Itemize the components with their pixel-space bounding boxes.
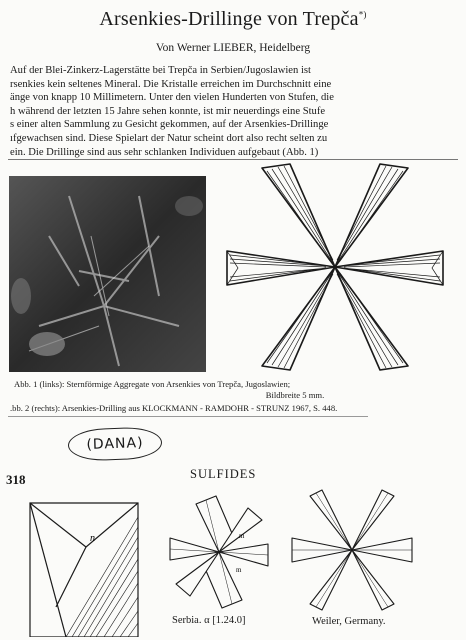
section-divider xyxy=(8,416,368,417)
handwritten-note: (DANA) xyxy=(67,426,162,461)
body-line: ein. Die Drillinge sind aus sehr schlanken Individuen aufgebaut (Abb. 1) xyxy=(10,146,319,158)
label-serbia: Serbia. α [1.24.0] xyxy=(172,615,246,626)
label-weiler: Weiler, Germany. xyxy=(312,616,386,627)
caption-abb1: Abb. 1 (links): Sternförmige Aggregate von Arsenkies von Trepča, Jugoslawien; xyxy=(14,379,291,389)
face-label-m: m xyxy=(236,566,242,574)
caption-abb2: .bb. 2 (rechts): Arsenkies-Drilling aus KLOCKMANN - RAMDOHR - STRUNZ 1967, S. 448. xyxy=(10,403,338,413)
handwritten-note-text: DANA xyxy=(92,435,138,453)
body-line: rsenkies kein seltenes Mineral. Die Kristalle erreichen im Durchschnitt eine xyxy=(10,78,332,90)
caption-abb1-width: Bildbreite 5 mm. xyxy=(265,390,325,400)
crystal-drawing-serbia xyxy=(166,494,272,612)
figure-captions xyxy=(10,379,460,414)
body-line: ıfgewachsen sind. Diese Spielart der Natur scheint dort also recht selten zu xyxy=(10,132,328,144)
crystal-drawing-1 xyxy=(26,497,146,637)
body-line: h während der letzten 15 Jahre sehen konnte, ist mir neuerdings eine Stufe xyxy=(10,105,326,117)
article-title xyxy=(0,8,466,31)
crystal-drawing-weiler xyxy=(290,486,414,614)
article-title-text: Arsenkies-Drillinge von Trepča xyxy=(99,8,359,30)
footnote-mark: *) xyxy=(358,9,367,20)
body-line: änge von knapp 10 Millimetern. Unter den vielen Hunderten von Stufen, die xyxy=(10,92,334,104)
face-label-m: m xyxy=(239,532,245,540)
abb1-photo xyxy=(9,176,206,372)
body-line: Auf der Blei-Zinkerz-Lagerstätte bei Trepča in Serbien/Jugoslawien ist xyxy=(10,65,311,76)
article-body xyxy=(10,64,460,159)
abb2-twin-drawing xyxy=(222,160,448,374)
page-number: 318 xyxy=(6,472,26,487)
face-label-n: n xyxy=(90,533,95,544)
article-author: Von Werner LIEBER, Heidelberg xyxy=(155,42,311,54)
body-line: s einer alten Sammlung zu Gesicht gekommen, auf der Arsenkies-Drillinge xyxy=(10,119,329,131)
section-title: SULFIDES xyxy=(190,467,257,481)
